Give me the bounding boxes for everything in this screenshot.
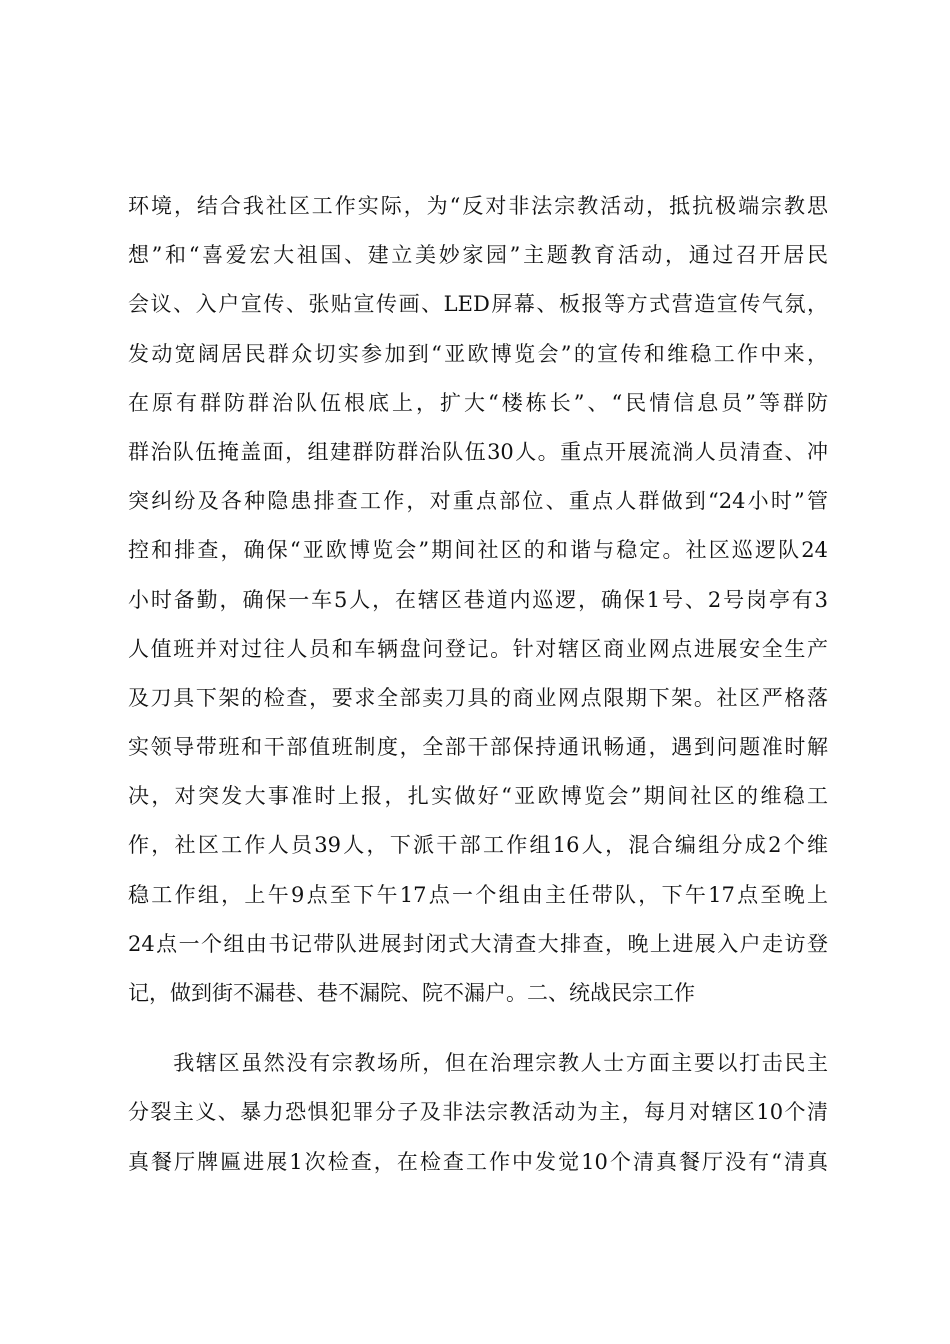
text-line: 会议、入户宣传、张贴宣传画、LED屏幕、板报等方式营造宣传气氛， [128,292,828,317]
text-line: 稳工作组，上午9点至下午17点一个组由主任带队，下午17点至晚上 [128,882,828,907]
paragraph-1 [128,182,828,1018]
text-line: 环境，结合我社区工作实际，为“反对非法宗教活动，抵抗极端宗教思 [128,194,828,218]
paragraph-gap [128,1018,828,1039]
text-line: 人值班并对过往人员和车辆盘问登记。针对辖区商业网点进展安全生产 [128,636,828,661]
text-line: 真餐厅牌匾进展1次检查，在检查工作中发觉10个清真餐厅没有“清真 [128,1149,828,1174]
text-line: 实领导带班和干部值班制度，全部干部保持通讯畅通，遇到问题准时解 [128,735,828,760]
text-line: 我辖区虽然没有宗教场所，但在治理宗教人士方面主要以打击民主 [128,1051,828,1076]
text-line: 群治队伍掩盖面，组建群防群治队伍30人。重点开展流淌人员清查、冲 [128,439,828,464]
text-line: 记，做到街不漏巷、巷不漏院、院不漏户。二、统战民宗工作 [128,981,695,1005]
text-line: 突纠纷及各种隐患排查工作，对重点部位、重点人群做到“24小时”管 [128,489,828,514]
text-line: 24点一个组由书记带队进展封闭式大清查大排查，晚上进展入户走访登 [128,931,828,956]
text-line: 小时备勤，确保一车5人，在辖区巷道内巡逻，确保1号、2号岗亭有3 [128,587,828,612]
text-line: 发动宽阔居民群众切实参加到“亚欧博览会”的宣传和维稳工作中来， [128,341,828,366]
paragraph-2 [128,1039,828,1187]
text-line: 及刀具下架的检查，要求全部卖刀具的商业网点限期下架。社区严格落 [128,685,828,710]
text-line: 想”和“喜爱宏大祖国、建立美妙家园”主题教育活动，通过召开居民 [128,243,828,268]
text-line: 控和排查，确保“亚欧博览会”期间社区的和谐与稳定。社区巡逻队24 [128,538,828,563]
text-line: 决，对突发大事准时上报，扎实做好“亚欧博览会”期间社区的维稳工 [128,784,828,809]
body-text [128,182,828,1187]
text-line: 在原有群防群治队伍根底上，扩大“楼栋长”、“民情信息员”等群防 [128,390,828,415]
text-line: 作，社区工作人员39人，下派干部工作组16人，混合编组分成2个维 [128,833,828,858]
text-line: 分裂主义、暴力恐惧犯罪分子及非法宗教活动为主，每月对辖区10个清 [128,1100,828,1125]
